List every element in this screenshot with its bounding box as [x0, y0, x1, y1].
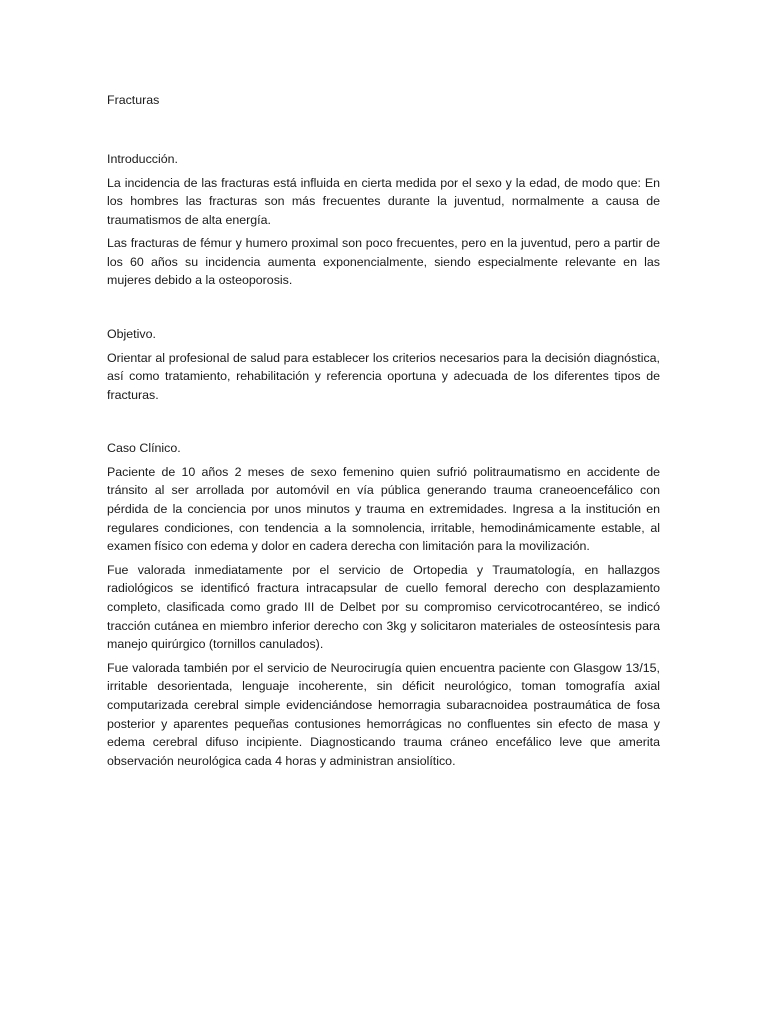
caso-paragraph-2: Fue valorada inmediatamente por el servicio de Ortopedia y Traumatología, en hallazgos radiológicos se identificó fractura intracapsular de cuello femoral derecho con desplazamiento completo, clasificada como grado III de Delbet por su compromiso cervicotrocantéreo, se indicó tracción cutánea en miembro inferior derecho con 3kg y solicitaron materiales de osteosíntesis para manejo quirúrgico (tornillos canulados). — [107, 562, 660, 652]
intro-paragraph-1: La incidencia de las fracturas está influida en cierta medida por el sexo y la edad, de modo que: En los hombres las fracturas son más frecuentes durante la juventud, normalmente a causa de traumatismos de alta energía. — [107, 175, 660, 227]
objetivo-heading: Objetivo. — [107, 327, 156, 342]
caso-heading: Caso Clínico. — [107, 441, 181, 456]
document-title: Fracturas — [107, 93, 160, 107]
spacer — [107, 404, 660, 439]
intro-paragraph-2: Las fracturas de fémur y humero proximal son poco frecuentes, pero en la juventud, pero a partir de los 60 años su incidencia aumenta exponencialmente, siendo especialmente relevante en las mujeres debido a la osteoporosis. — [107, 236, 660, 288]
caso-paragraph-1: Paciente de 10 años 2 meses de sexo femenino quien sufrió politraumatismo en accidente de tránsito al ser arrollada por automóvil en vía pública generando trauma craneoencefálico con pérdida de la conciencia por unos minutos y trauma en extremidades. Ingresa a la institución en regulares condiciones, con tendencia a la somnolencia, irritable, hemodinámicamente estable, al examen físico con edema y dolor en cadera derecha con limitación para la movilización. — [107, 464, 660, 554]
intro-heading: Introducción. — [107, 152, 178, 166]
spacer — [107, 110, 660, 150]
caso-paragraph-3: Fue valorada también por el servicio de Neurocirugía quien encuentra paciente con Glasgow 13/15, irritable desorientada, lenguaje incoherente, sin déficit neurológico, toman tomografía axial computarizada cerebral simple evidenciándose hemorragia subaracnoidea postraumática de fosa posterior y aparentes pequeñas contusiones hemorrágicas no confluentes sin efecto de masa y edema cerebral difuso incipiente. Diagnosticando trauma cráneo encefálico leve que amerita observación neurológica cada 4 horas y administran ansiolítico. — [107, 660, 660, 768]
spacer — [107, 290, 660, 325]
objetivo-paragraph-1: Orientar al profesional de salud para establecer los criterios necesarios para la decisión diagnóstica, así como tratamiento, rehabilitación y referencia oportuna y adecuada de los diferentes tipos de fracturas. — [107, 350, 660, 402]
document-page — [107, 90, 660, 770]
